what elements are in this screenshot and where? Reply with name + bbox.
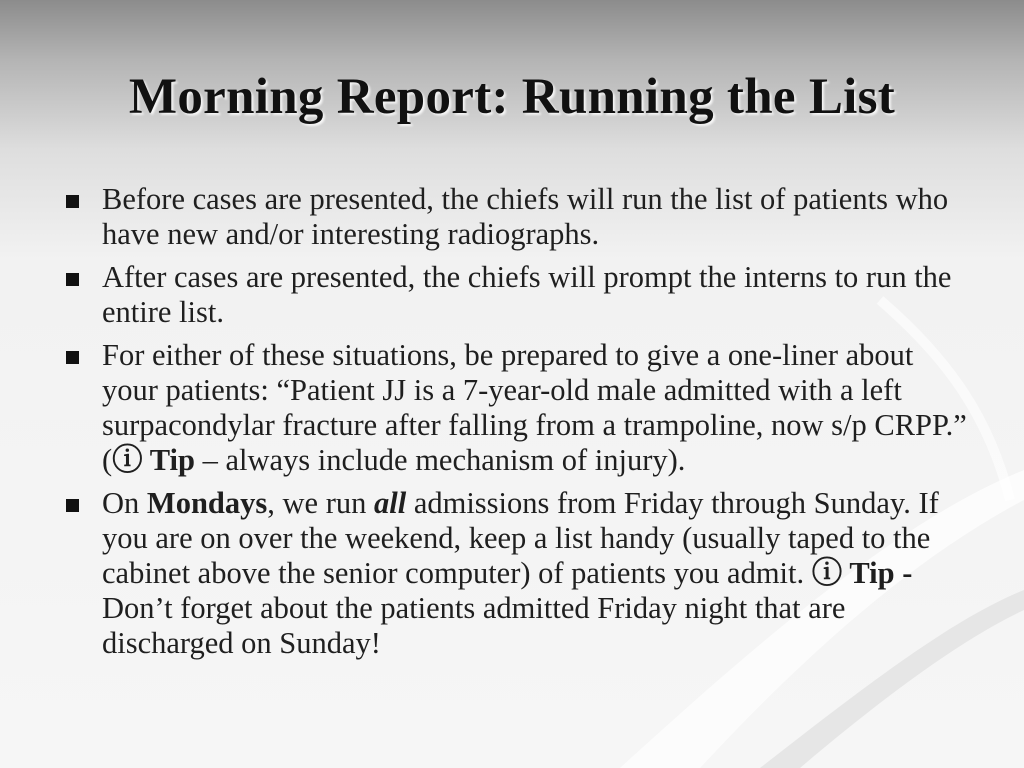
bullet-text: On bbox=[102, 486, 147, 520]
tip-label: Tip bbox=[142, 443, 195, 477]
square-bullet-icon bbox=[66, 273, 79, 286]
tip-label: Tip - bbox=[842, 556, 913, 590]
info-circle-icon: ⓘ bbox=[811, 556, 843, 590]
bullet-text: , we run bbox=[267, 486, 374, 520]
bullet-text: Before cases are presented, the chiefs will run the list of patients who have new and/or interesting radiographs. bbox=[102, 182, 949, 251]
list-item bbox=[62, 260, 972, 330]
bullet-text: admissions from Friday through Sunday. If you are on over the weekend, keep a list handy (usually taped to the cabinet above the senior computer) of patients you admit. bbox=[102, 486, 939, 590]
bullet-list bbox=[62, 182, 972, 669]
square-bullet-icon bbox=[66, 195, 79, 208]
bullet-text: Don’t forget about the patients admitted Friday night that are discharged on Sunday! bbox=[102, 591, 846, 660]
bullet-text: After cases are presented, the chiefs will prompt the interns to run the entire list. bbox=[102, 260, 952, 329]
square-bullet-icon bbox=[66, 499, 79, 512]
list-item bbox=[62, 182, 972, 252]
mondays-emphasis: Mondays bbox=[146, 486, 268, 520]
list-item bbox=[62, 338, 972, 478]
info-circle-icon: ⓘ bbox=[112, 443, 143, 477]
square-bullet-icon bbox=[66, 351, 79, 364]
bullet-text: – always include mechanism of injury). bbox=[194, 443, 686, 477]
slide-title: Morning Report: Running the List bbox=[128, 69, 896, 125]
all-emphasis: all bbox=[373, 486, 407, 520]
list-item bbox=[62, 486, 972, 661]
bullet-text: For either of these situations, be prepared to give a one-liner about your patients: “Patient JJ is a 7-year-old male admitted with a left surpacondylar fracture after falling from a trampoline, now s/p CRPP.” ( bbox=[102, 338, 967, 477]
